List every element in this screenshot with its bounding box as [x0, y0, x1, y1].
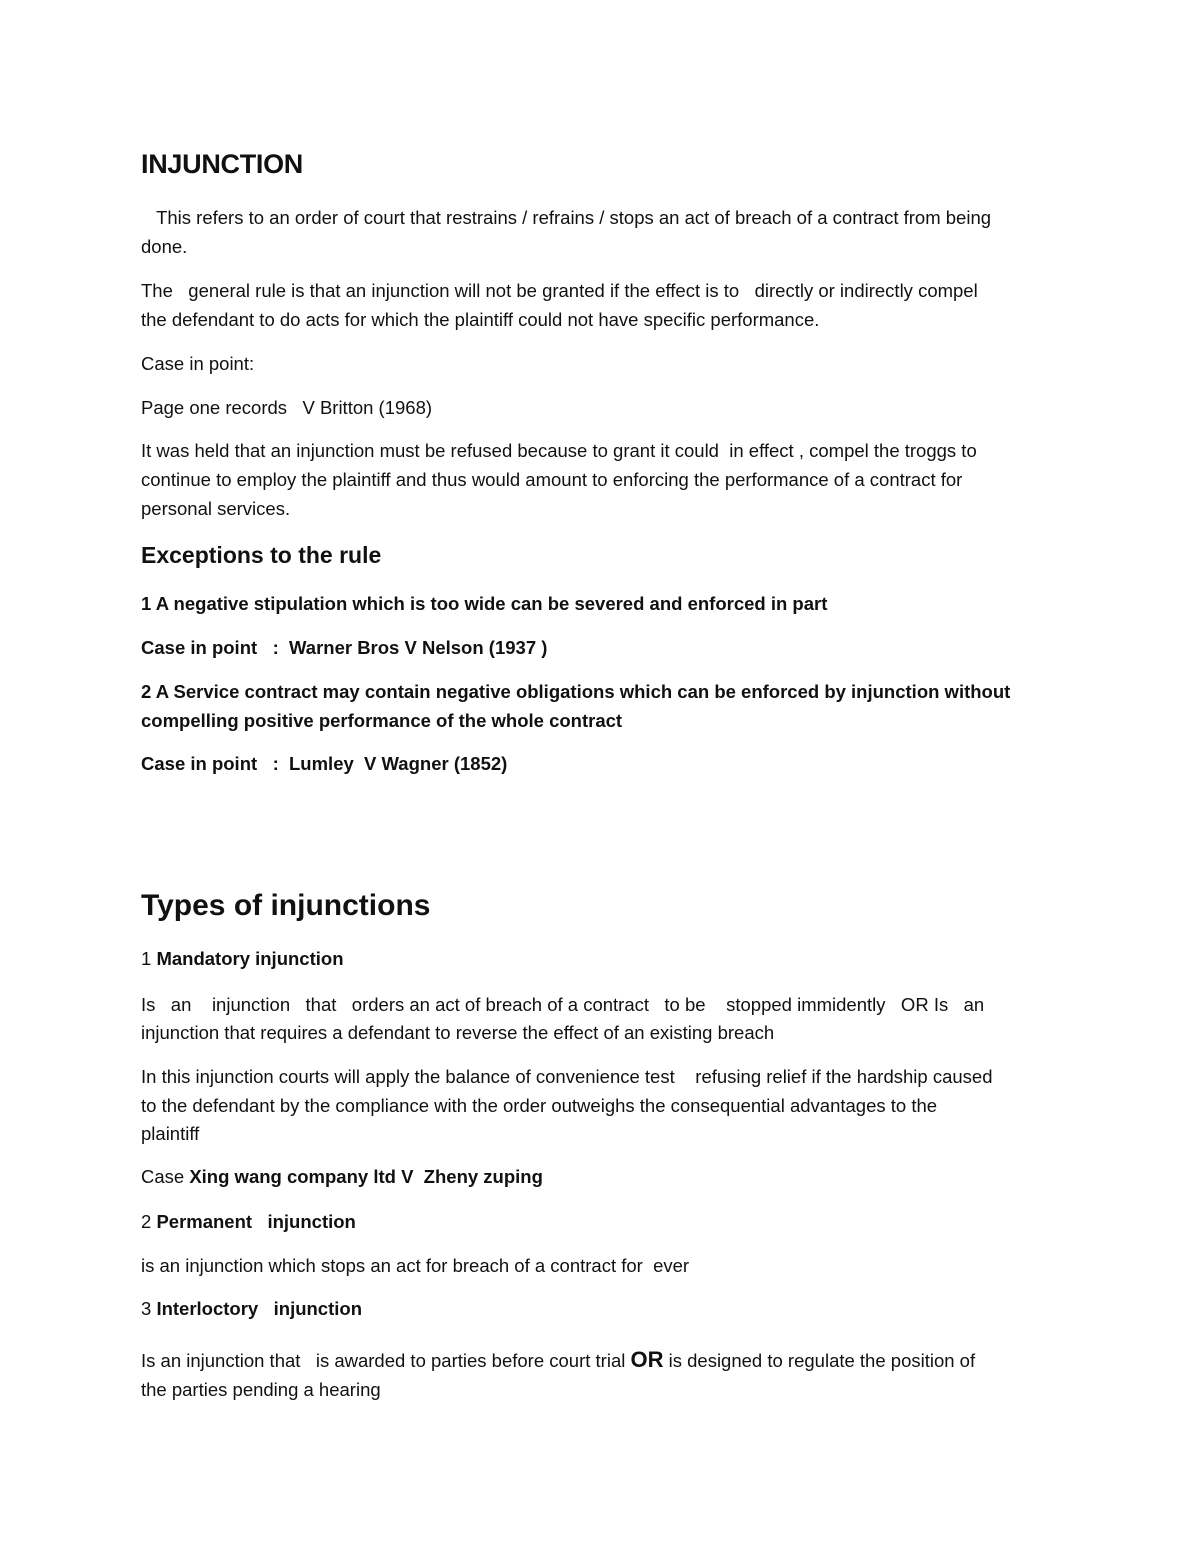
held-line-1: It was held that an injunction must be refused because to grant it could in effect , compel the troggs to — [141, 440, 977, 461]
mandatory-heading — [141, 944, 344, 974]
exceptions-heading: Exceptions to the rule — [141, 542, 382, 568]
exception-item-2-line-1: 2 A Service contract may contain negative obligations which can be enforced by injunction without — [141, 681, 1011, 702]
mandatory-def-line-1: Is an injunction that orders an act of breach of a contract to be stopped immidently OR Is an — [141, 994, 985, 1015]
mandatory-case — [141, 1162, 543, 1192]
permanent-heading — [141, 1207, 356, 1237]
mandatory-number: 1 — [141, 948, 157, 969]
held-line-2: continue to employ the plaintiff and thus would amount to enforcing the performance of a contract for — [141, 469, 963, 490]
balance-line-1: In this injunction courts will apply the balance of convenience test refusing relief if the hardship caused — [141, 1066, 993, 1087]
mandatory-case-name: Xing wang company ltd V Zheny zuping — [189, 1166, 543, 1187]
intro-line-1: This refers to an order of court that restrains / refrains / stops an act of breach of a contract from being — [141, 207, 992, 228]
exception-item-1: 1 A negative stipulation which is too wide can be severed and enforced in part — [141, 593, 828, 614]
exception-case-2: Case in point : Lumley V Wagner (1852) — [141, 753, 508, 774]
interlocutory-def-part-2: is designed to regulate the position of — [663, 1350, 976, 1371]
interlocutory-heading — [141, 1294, 362, 1324]
balance-line-3: plaintiff — [141, 1123, 200, 1144]
mandatory-def-line-2: injunction that requires a defendant to reverse the effect of an existing breach — [141, 1022, 775, 1043]
interlocutory-def-line-2: the parties pending a hearing — [141, 1379, 381, 1400]
held-line-3: personal services. — [141, 498, 291, 519]
permanent-number: 2 — [141, 1211, 157, 1232]
types-heading: Types of injunctions — [141, 889, 431, 922]
document-title: INJUNCTION — [141, 149, 304, 179]
mandatory-case-label: Case — [141, 1166, 190, 1187]
mandatory-title: Mandatory injunction — [156, 948, 344, 969]
general-rule-line-1: The general rule is that an injunction will not be granted if the effect is to directly or indirectly compel — [141, 280, 978, 301]
interlocutory-def-part-1: Is an injunction that is awarded to parties before court trial — [141, 1350, 631, 1371]
interlocutory-def-line-1 — [141, 1345, 975, 1376]
intro-line-2: done. — [141, 236, 188, 257]
general-rule-line-2: the defendant to do acts for which the plaintiff could not have specific performance. — [141, 309, 820, 330]
interlocutory-number: 3 — [141, 1298, 157, 1319]
interlocutory-def-or: OR — [630, 1347, 664, 1372]
permanent-def: is an injunction which stops an act for breach of a contract for ever — [141, 1255, 690, 1276]
permanent-title: Permanent injunction — [156, 1211, 356, 1232]
balance-line-2: to the defendant by the compliance with the order outweighs the consequential advantages to the — [141, 1095, 938, 1116]
exception-item-2-line-2: compelling positive performance of the whole contract — [141, 710, 623, 731]
exception-case-1: Case in point : Warner Bros V Nelson (1937 ) — [141, 637, 548, 658]
interlocutory-title: Interloctory injunction — [156, 1298, 362, 1319]
case-in-point-label: Case in point: — [141, 353, 255, 374]
case-name: Page one records V Britton (1968) — [141, 397, 433, 418]
